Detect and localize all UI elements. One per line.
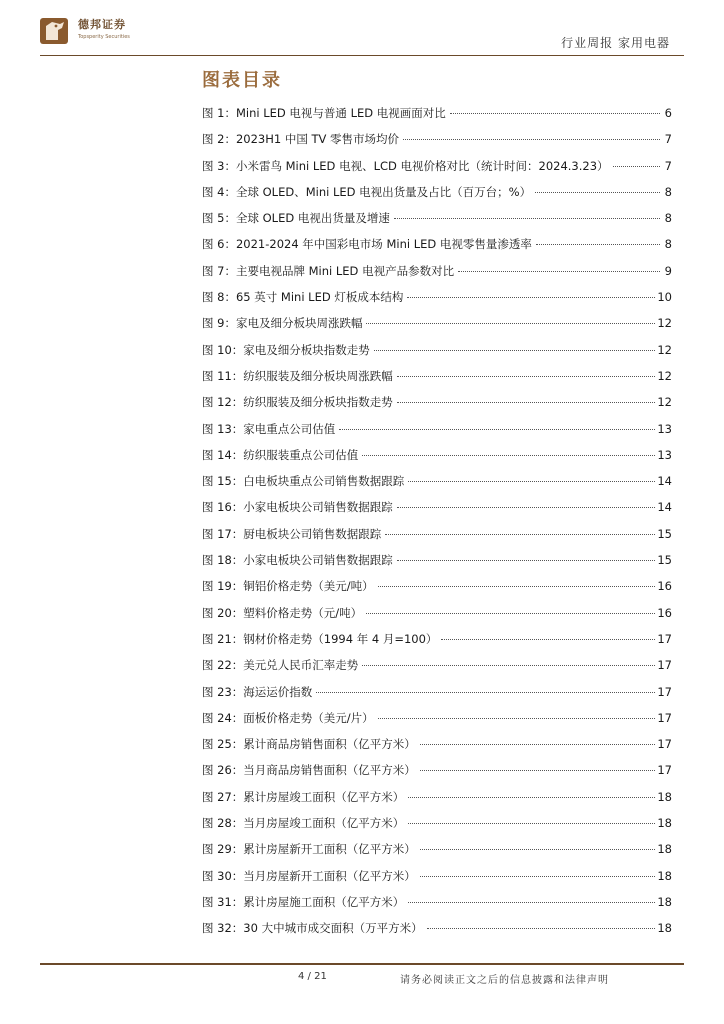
toc-leader-dots — [420, 876, 656, 877]
toc-entry-label: 图 27：累计房屋竣工面积（亿平方米） — [202, 789, 405, 804]
toc-entry-page: 10 — [657, 290, 672, 305]
company-subtitle: Topsperity Securities — [78, 34, 130, 40]
toc-entry[interactable] — [202, 231, 672, 257]
toc-leader-dots — [535, 192, 660, 193]
toc-entry-page: 9 — [664, 263, 672, 278]
toc-entry[interactable] — [202, 573, 672, 599]
toc-leader-dots — [397, 560, 656, 561]
toc-entry-label: 图 9：家电及细分板块周涨跌幅 — [202, 316, 363, 331]
toc-leader-dots — [420, 849, 656, 850]
toc-entry-page: 17 — [657, 684, 672, 699]
toc-entry-label: 图 19：铜铝价格走势（美元/吨） — [202, 579, 374, 594]
toc-entry[interactable] — [202, 337, 672, 363]
toc-entry[interactable] — [202, 915, 672, 941]
toc-entry-page: 7 — [664, 132, 672, 147]
toc-entry-page: 17 — [657, 658, 672, 673]
toc-entry[interactable] — [202, 705, 672, 731]
toc-leader-dots — [362, 665, 655, 666]
toc-entry-page: 17 — [657, 710, 672, 725]
toc-entry[interactable] — [202, 363, 672, 389]
toc-entry-label: 图 18：小家电板块公司销售数据跟踪 — [202, 553, 393, 568]
toc-leader-dots — [366, 323, 655, 324]
toc-entry[interactable] — [202, 310, 672, 336]
toc-leader-dots — [408, 902, 655, 903]
toc-leader-dots — [378, 586, 656, 587]
toc-entry-label: 图 4：全球 OLED、Mini LED 电视出货量及占比（百万台；%） — [202, 184, 532, 199]
toc-entry-page: 8 — [664, 184, 672, 199]
toc-title: 图表目录 — [202, 70, 282, 91]
toc-entry[interactable] — [202, 258, 672, 284]
company-logo — [38, 14, 150, 48]
toc-entry-label: 图 16：小家电板块公司销售数据跟踪 — [202, 500, 393, 515]
toc-leader-dots — [397, 402, 656, 403]
toc-entry[interactable] — [202, 889, 672, 915]
toc-entry[interactable] — [202, 679, 672, 705]
toc-leader-dots — [420, 770, 656, 771]
toc-entry[interactable] — [202, 836, 672, 862]
toc-entry-label: 图 22：美元兑人民币汇率走势 — [202, 658, 359, 673]
toc-entry-page: 12 — [657, 316, 672, 331]
toc-entry-label: 图 28：当月房屋竣工面积（亿平方米） — [202, 816, 405, 831]
toc-entry-label: 图 11：纺织服装及细分板块周涨跌幅 — [202, 368, 393, 383]
toc-entry-label: 图 1：Mini LED 电视与普通 LED 电视画面对比 — [202, 106, 446, 120]
toc-entry-page: 15 — [657, 526, 672, 541]
toc-entry[interactable] — [202, 600, 672, 626]
toc-entry-page: 12 — [657, 342, 672, 357]
toc-entry-page: 7 — [664, 158, 672, 173]
toc-leader-dots — [385, 534, 655, 535]
toc-entry-page: 17 — [657, 631, 672, 646]
toc-entry-page: 12 — [657, 395, 672, 410]
toc-entry[interactable] — [202, 442, 672, 468]
toc-leader-dots — [339, 429, 655, 430]
toc-entry-label: 图 3：小米雷鸟 Mini LED 电视、LCD 电视价格对比（统计时间：2024.3.23） — [202, 158, 609, 173]
toc-entry-label: 图 10：家电及细分板块指数走势 — [202, 342, 370, 357]
toc-entry[interactable] — [202, 731, 672, 757]
toc-leader-dots — [366, 613, 655, 614]
toc-leader-dots — [427, 928, 656, 929]
toc-entry[interactable] — [202, 284, 672, 310]
toc-entry-page: 15 — [657, 553, 672, 568]
toc-entry-page: 18 — [657, 921, 672, 936]
footer-divider — [40, 963, 684, 965]
toc-entry-page: 8 — [664, 237, 672, 252]
toc-entry-label: 图 25：累计商品房销售面积（亿平方米） — [202, 737, 416, 752]
toc-leader-dots — [450, 113, 660, 114]
toc-entry-page: 18 — [657, 816, 672, 831]
toc-entry-page: 17 — [657, 763, 672, 778]
toc-leader-dots — [316, 692, 655, 693]
toc-entry[interactable] — [202, 757, 672, 783]
toc-leader-dots — [407, 297, 655, 298]
toc-entry[interactable] — [202, 626, 672, 652]
page-number: 4 / 21 — [298, 971, 327, 982]
toc-entry-label: 图 23：海运运价指数 — [202, 684, 313, 699]
toc-entry-page: 18 — [657, 789, 672, 804]
toc-entry-label: 图 7：主要电视品牌 Mini LED 电视产品参数对比 — [202, 263, 455, 278]
logo-emblem-icon — [38, 14, 72, 48]
toc-entry-page: 12 — [657, 368, 672, 383]
toc-entry-label: 图 24：面板价格走势（美元/片） — [202, 710, 374, 725]
toc-list — [202, 100, 672, 942]
toc-leader-dots — [441, 639, 655, 640]
toc-leader-dots — [374, 350, 656, 351]
toc-entry-page: 16 — [657, 579, 672, 594]
toc-entry-label: 图 26：当月商品房销售面积（亿平方米） — [202, 763, 416, 778]
toc-entry-page: 14 — [657, 500, 672, 515]
toc-entry-page: 8 — [664, 211, 672, 226]
toc-entry-label: 图 30：当月房屋新开工面积（亿平方米） — [202, 868, 416, 883]
legal-disclaimer: 请务必阅读正文之后的信息披露和法律声明 — [400, 975, 609, 986]
toc-leader-dots — [397, 507, 656, 508]
toc-entry-label: 图 20：塑料价格走势（元/吨） — [202, 605, 363, 620]
toc-entry[interactable] — [202, 810, 672, 836]
toc-entry[interactable] — [202, 416, 672, 442]
toc-entry[interactable] — [202, 547, 672, 573]
toc-entry[interactable] — [202, 205, 672, 231]
toc-entry[interactable] — [202, 100, 672, 126]
toc-leader-dots — [458, 271, 660, 272]
toc-entry[interactable] — [202, 468, 672, 494]
toc-entry-label: 图 13：家电重点公司估值 — [202, 421, 336, 436]
toc-leader-dots — [420, 744, 656, 745]
toc-entry-label: 图 6：2021-2024 年中国彩电市场 Mini LED 电视零售量渗透率 — [202, 237, 532, 252]
toc-entry-page: 18 — [657, 842, 672, 857]
toc-leader-dots — [378, 718, 656, 719]
toc-leader-dots — [403, 139, 660, 140]
toc-entry-label: 图 21：钢材价格走势（1994 年 4 月=100） — [202, 631, 438, 646]
toc-entry-page: 17 — [657, 737, 672, 752]
toc-entry-label: 图 15：白电板块重点公司销售数据跟踪 — [202, 474, 405, 489]
toc-entry-label: 图 5：全球 OLED 电视出货量及增速 — [202, 211, 390, 226]
toc-entry[interactable] — [202, 389, 672, 415]
toc-entry[interactable] — [202, 153, 672, 179]
toc-leader-dots — [536, 244, 660, 245]
toc-entry-page: 6 — [664, 106, 672, 120]
toc-entry[interactable] — [202, 494, 672, 520]
toc-entry-label: 图 8：65 英寸 Mini LED 灯板成本结构 — [202, 290, 404, 305]
toc-leader-dots — [362, 455, 655, 456]
toc-leader-dots — [397, 376, 656, 377]
toc-entry-page: 13 — [657, 447, 672, 462]
toc-entry-page: 18 — [657, 894, 672, 909]
toc-leader-dots — [394, 218, 660, 219]
toc-entry-label: 图 2：2023H1 中国 TV 零售市场均价 — [202, 132, 400, 147]
toc-entry[interactable] — [202, 179, 672, 205]
toc-entry[interactable] — [202, 863, 672, 889]
company-name: 德邦证券 — [78, 18, 126, 31]
toc-leader-dots — [408, 797, 655, 798]
page-header — [0, 0, 724, 60]
toc-entry[interactable] — [202, 784, 672, 810]
header-divider — [40, 55, 684, 56]
report-type: 行业周报 家用电器 — [561, 36, 670, 50]
toc-entry[interactable] — [202, 521, 672, 547]
toc-entry[interactable] — [202, 126, 672, 152]
toc-entry-page: 13 — [657, 421, 672, 436]
toc-entry-label: 图 32：30 大中城市成交面积（万平方米） — [202, 921, 423, 936]
toc-leader-dots — [408, 823, 655, 824]
toc-entry[interactable] — [202, 652, 672, 678]
toc-entry-label: 图 17：厨电板块公司销售数据跟踪 — [202, 526, 382, 541]
toc-entry-label: 图 12：纺织服装及细分板块指数走势 — [202, 395, 393, 410]
toc-entry-page: 14 — [657, 474, 672, 489]
toc-entry-page: 18 — [657, 868, 672, 883]
toc-entry-page: 16 — [657, 605, 672, 620]
toc-leader-dots — [613, 166, 660, 167]
toc-entry-label: 图 29：累计房屋新开工面积（亿平方米） — [202, 842, 416, 857]
toc-entry-label: 图 14：纺织服装重点公司估值 — [202, 447, 359, 462]
toc-leader-dots — [408, 481, 655, 482]
toc-entry-label: 图 31：累计房屋施工面积（亿平方米） — [202, 894, 405, 909]
